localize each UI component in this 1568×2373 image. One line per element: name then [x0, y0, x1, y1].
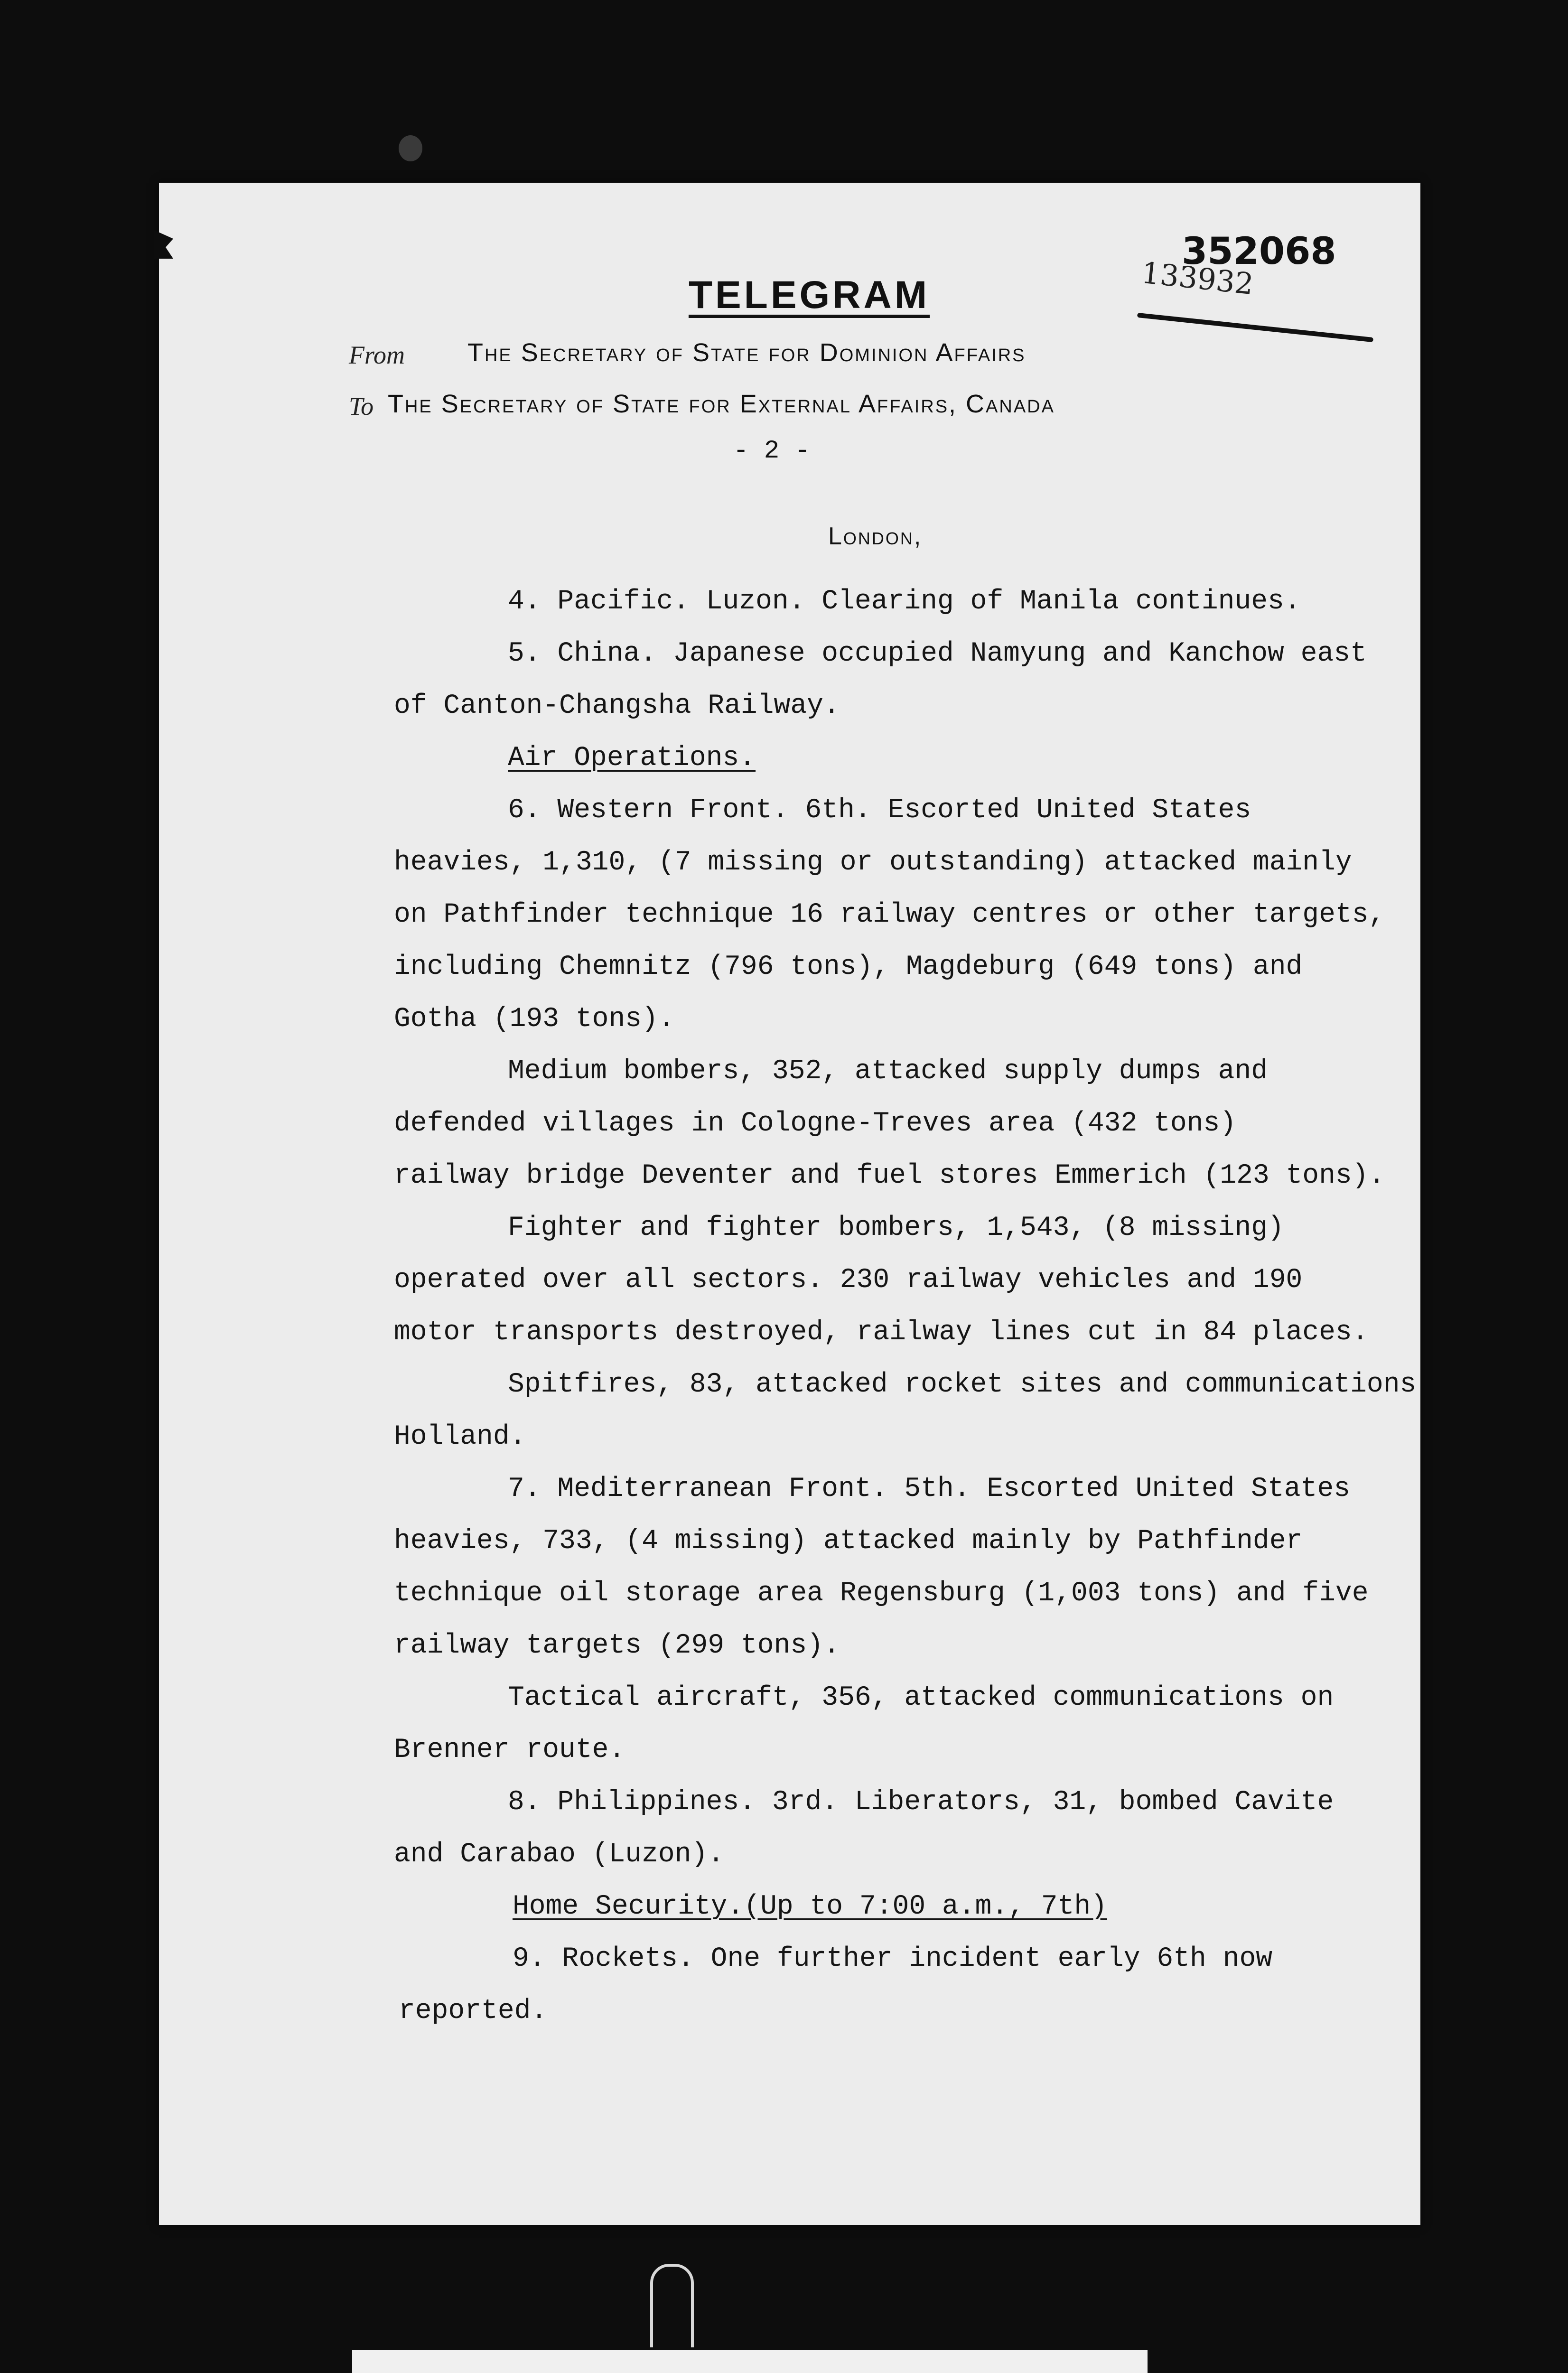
- body-line: operated over all sectors. 230 railway vehicles and 190: [394, 1265, 1303, 1296]
- body-line: Gotha (193 tons).: [394, 1004, 675, 1035]
- to-text: The Secretary of State for External Affairs, Canada: [388, 390, 1055, 418]
- body-line: of Canton-Changsha Railway.: [394, 691, 840, 721]
- body-line: Spitfires, 83, attacked rocket sites and communications: [508, 1369, 1417, 1400]
- from-text: The Secretary of State for Dominion Affairs: [467, 338, 1026, 367]
- body-line: 9. Rockets. One further incident early 6th now: [513, 1943, 1273, 1974]
- telegram-sheet: [159, 183, 1420, 2225]
- paper-clip-mark: [650, 2264, 694, 2347]
- section-heading-home-security: Home Security.(Up to 7:00 a.m., 7th): [513, 1891, 1108, 1922]
- body-line: on Pathfinder technique 16 railway centres or other targets,: [394, 899, 1385, 930]
- body-line: 7. Mediterranean Front. 5th. Escorted United States: [508, 1474, 1351, 1504]
- archive-reference-label: [352, 2350, 1148, 2373]
- telegram-title: TELEGRAM: [688, 273, 930, 317]
- body-line: Brenner route.: [394, 1735, 625, 1766]
- body-line: heavies, 733, (4 missing) attacked mainly by Pathfinder: [394, 1526, 1303, 1557]
- struck-document-number: 133932: [1139, 255, 1255, 302]
- body-line: 4. Pacific. Luzon. Clearing of Manila continues.: [508, 586, 1301, 617]
- section-heading-air-operations: Air Operations.: [508, 743, 756, 774]
- strike-through-line: [1137, 313, 1373, 342]
- page-marker: - 2 -: [733, 437, 811, 466]
- body-line: including Chemnitz (796 tons), Magdeburg (649 tons) and: [394, 952, 1303, 982]
- body-line: heavies, 1,310, (7 missing or outstanding) attacked mainly: [394, 847, 1352, 878]
- to-label: To: [349, 392, 374, 420]
- body-line: technique oil storage area Regensburg (1,003 tons) and five: [394, 1578, 1369, 1609]
- body-line: and Carabao (Luzon).: [394, 1839, 725, 1870]
- body-line: Medium bombers, 352, attacked supply dumps and: [508, 1056, 1268, 1087]
- body-line: railway targets (299 tons).: [394, 1630, 840, 1661]
- place-label: London,: [828, 523, 923, 550]
- body-line: 5. China. Japanese occupied Namyung and Kanchow east: [508, 638, 1367, 669]
- body-line: Tactical aircraft, 356, attacked communications on: [508, 1682, 1334, 1713]
- body-line: railway bridge Deventer and fuel stores Emmerich (123 tons).: [394, 1160, 1385, 1191]
- background-speck: [399, 135, 422, 161]
- body-line: 8. Philippines. 3rd. Liberators, 31, bombed Cavite: [508, 1787, 1334, 1818]
- body-line: 6. Western Front. 6th. Escorted United States: [508, 795, 1251, 826]
- document-number: 352068: [1182, 230, 1336, 273]
- body-line: defended villages in Cologne-Treves area (432 tons): [394, 1108, 1237, 1139]
- body-line: reported.: [399, 1996, 548, 2027]
- body-line: motor transports destroyed, railway lines cut in 84 places.: [394, 1317, 1369, 1348]
- body-line: Fighter and fighter bombers, 1,543, (8 missing): [508, 1213, 1284, 1243]
- torn-corner: [154, 230, 173, 259]
- from-label: From: [349, 341, 405, 369]
- body-line: Holland.: [394, 1421, 526, 1452]
